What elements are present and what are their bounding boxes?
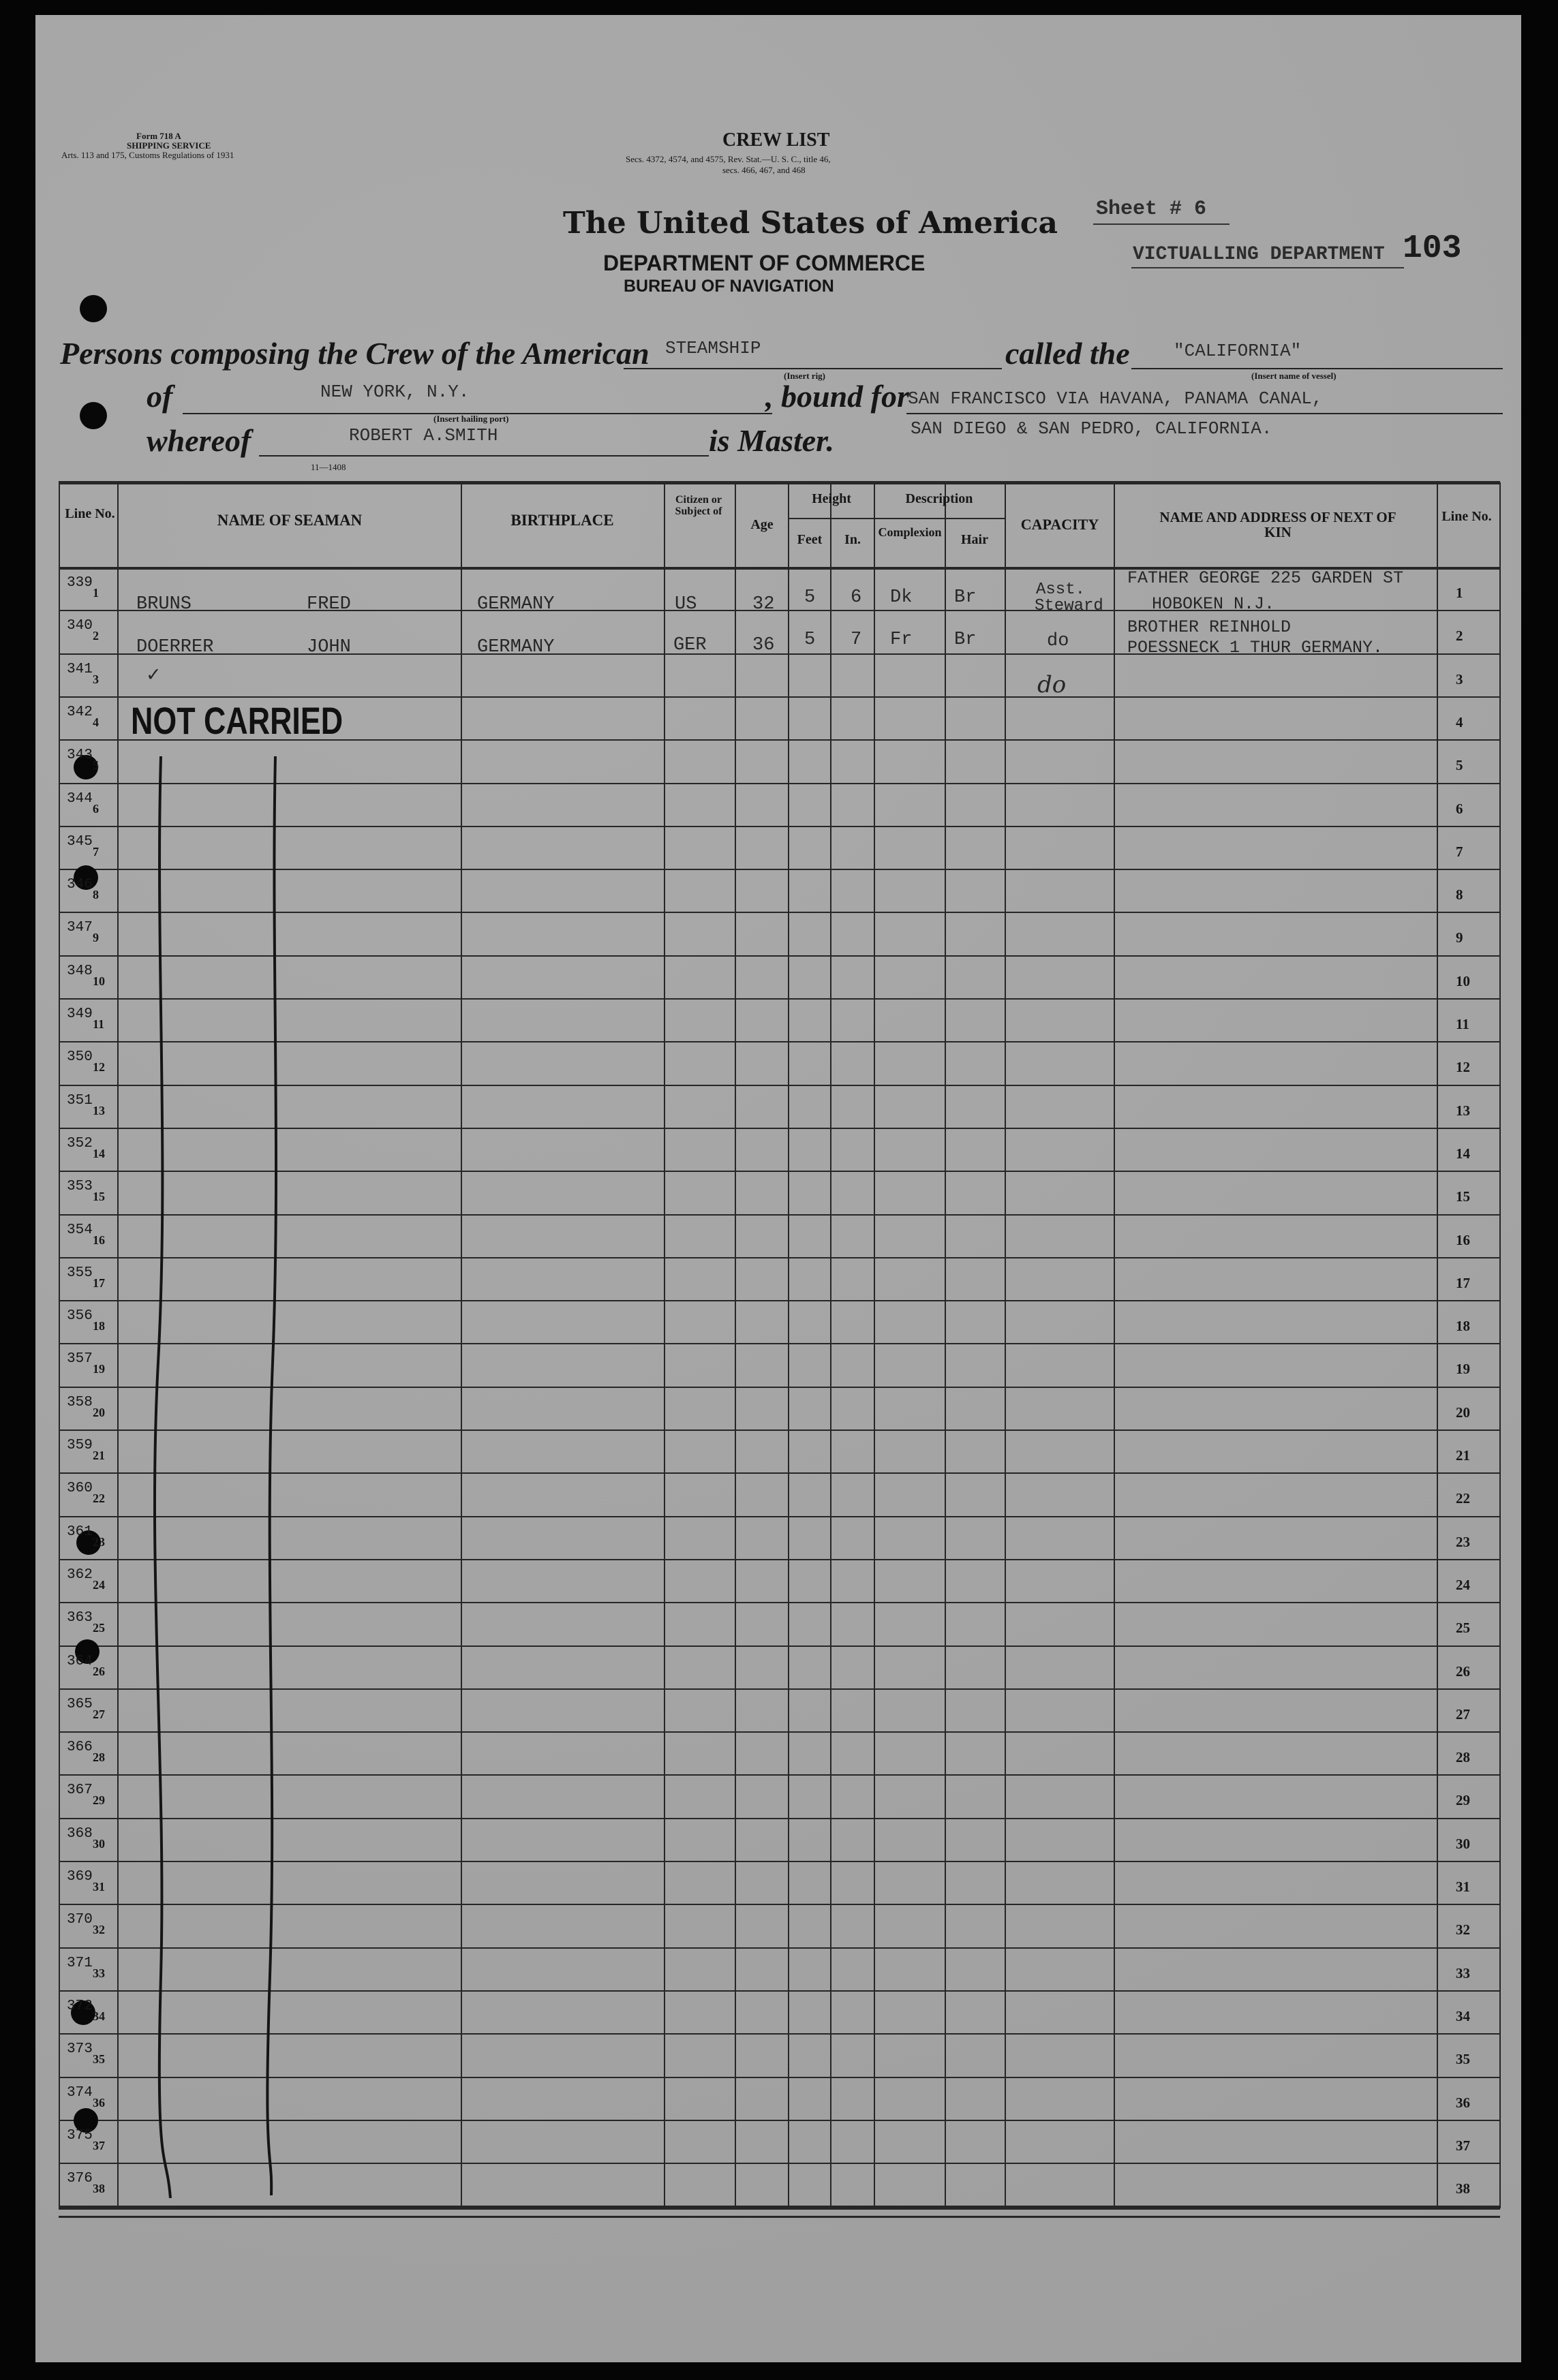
- port-caption: (Insert hailing port): [433, 414, 509, 424]
- ledger-line-number: 362: [67, 1566, 93, 1583]
- printed-line-number-right: 19: [1456, 1361, 1470, 1378]
- printed-line-number: 12: [93, 1060, 105, 1075]
- department-typed: VICTUALLING DEPARTMENT: [1133, 244, 1385, 265]
- persons-label: Persons composing the Crew of the American: [60, 336, 650, 371]
- seaman-2-surname: DOERRER: [136, 637, 214, 658]
- seaman-1-feet: 5: [804, 587, 816, 608]
- printed-line-number: 14: [93, 1146, 105, 1160]
- master-value: ROBERT A.SMITH: [349, 425, 498, 446]
- printed-line-number-right: 11: [1456, 1016, 1469, 1032]
- seaman-1-surname: BRUNS: [136, 594, 192, 615]
- printed-line-number: 24: [93, 1577, 105, 1592]
- seaman-1-complexion: Dk: [890, 587, 913, 608]
- header-complexion: Complexion: [878, 525, 942, 539]
- seaman-1-age: 32: [752, 594, 775, 615]
- country-heading: The United States of America: [563, 206, 1058, 241]
- seaman-1-inches: 6: [851, 587, 862, 608]
- ledger-line-number: 340: [67, 618, 93, 634]
- ledger-line-number: 356: [67, 1308, 93, 1325]
- printed-line-number-right: 29: [1456, 1792, 1470, 1809]
- printed-line-number: 15: [93, 1190, 105, 1204]
- vessel-caption: (Insert name of vessel): [1251, 371, 1336, 381]
- header-next-of-kin: NAME AND ADDRESS OF NEXT OF KIN: [1159, 509, 1396, 541]
- ledger-line-number: 376: [67, 2171, 93, 2187]
- printed-line-number-right: 5: [1456, 757, 1463, 774]
- printed-line-number-right: 38: [1456, 2180, 1470, 2197]
- seaman-1-hair: Br: [954, 587, 977, 608]
- destination-2: SAN DIEGO & SAN PEDRO, CALIFORNIA.: [911, 418, 1272, 439]
- seaman-2-complexion: Fr: [890, 630, 913, 650]
- ledger-line-number: 357: [67, 1351, 93, 1367]
- ledger-line-number: 363: [67, 1610, 93, 1626]
- printed-line-number: 30: [93, 1836, 105, 1851]
- bound-label: , bound for: [765, 379, 909, 414]
- printed-line-number: 7: [93, 844, 99, 859]
- seaman-1-capacity-1: Asst.: [1036, 581, 1086, 599]
- printed-line-number-right: 35: [1456, 2051, 1470, 2068]
- header-height: Height: [812, 491, 851, 506]
- printed-line-number-right: 4: [1456, 713, 1463, 730]
- ledger-line-number: 361: [67, 1524, 93, 1540]
- ledger-line-number: 370: [67, 1912, 93, 1928]
- printed-line-number-right: 20: [1456, 1404, 1470, 1421]
- crew-list-title: CREW LIST: [722, 129, 830, 151]
- printed-line-number: 8: [93, 888, 99, 902]
- printed-line-number: 4: [93, 715, 99, 729]
- ledger-line-number: 373: [67, 2041, 93, 2058]
- printed-line-number-right: 14: [1456, 1145, 1470, 1162]
- printed-line-number: 10: [93, 974, 105, 988]
- department-heading: DEPARTMENT OF COMMERCE: [603, 251, 926, 275]
- printed-line-number-right: 3: [1456, 670, 1463, 687]
- printed-line-number: 6: [93, 801, 99, 816]
- printed-line-number: 32: [93, 1923, 105, 1937]
- printed-line-number: 33: [93, 1966, 105, 1980]
- ledger-line-number: 360: [67, 1481, 93, 1497]
- printed-line-number-right: 25: [1456, 1620, 1470, 1637]
- of-label: of: [147, 379, 173, 414]
- printed-line-number-right: 27: [1456, 1705, 1470, 1722]
- ledger-line-number: 344: [67, 790, 93, 807]
- ledger-line-number: 352: [67, 1135, 93, 1152]
- row-3-capacity-ditto: do: [1037, 671, 1067, 698]
- seaman-2-capacity: do: [1047, 631, 1069, 651]
- printed-line-number-right: 23: [1456, 1533, 1470, 1550]
- ledger-line-number: 345: [67, 833, 93, 850]
- sheet-number: Sheet # 6: [1096, 198, 1207, 221]
- header-feet: Feet: [797, 532, 823, 547]
- printed-line-number-right: 31: [1456, 1879, 1470, 1895]
- page-number: 103: [1403, 230, 1462, 267]
- seaman-2-citizen: GER: [673, 635, 707, 655]
- strike-line-left: [155, 756, 170, 2198]
- printed-line-number: 3: [93, 672, 99, 686]
- header-description: Description: [905, 491, 973, 506]
- printed-line-number-right: 22: [1456, 1490, 1470, 1507]
- printed-line-number-right: 13: [1456, 1102, 1470, 1119]
- header-subdivision-rule: [788, 518, 1005, 519]
- ledger-line-number: 369: [67, 1869, 93, 1885]
- ledger-line-number: 354: [67, 1222, 93, 1238]
- seaman-1-kin-1: FATHER GEORGE 225 GARDEN ST: [1127, 568, 1404, 588]
- printed-line-number-right: 8: [1456, 886, 1463, 903]
- seaman-2-age: 36: [752, 635, 775, 655]
- printed-line-number: 16: [93, 1233, 105, 1247]
- seaman-2-birthplace: GERMANY: [477, 637, 555, 658]
- header-citizen: Citizen or Subject of: [675, 494, 722, 517]
- seaman-1-kin-2: HOBOKEN N.J.: [1152, 594, 1275, 614]
- ledger-line-number: 339: [67, 575, 93, 591]
- printed-line-number: 35: [93, 2052, 105, 2067]
- ledger-line-number: 343: [67, 747, 93, 764]
- printed-line-number: 23: [93, 1534, 105, 1549]
- printed-line-number: 13: [93, 1103, 105, 1117]
- row-3-checkmark: ✓: [146, 664, 162, 685]
- ledger-line-number: 348: [67, 963, 93, 979]
- ledger-line-number: 368: [67, 1825, 93, 1842]
- printed-line-number-right: 32: [1456, 1921, 1470, 1938]
- printed-line-number-right: 7: [1456, 843, 1463, 860]
- called-label: called the: [1005, 336, 1130, 371]
- vessel-value: "CALIFORNIA": [1174, 341, 1302, 361]
- printed-line-number: 18: [93, 1319, 105, 1333]
- printed-line-number-right: 24: [1456, 1576, 1470, 1593]
- ledger-line-number: 365: [67, 1696, 93, 1712]
- printed-line-number: 37: [93, 2138, 105, 2152]
- printed-line-number-right: 26: [1456, 1663, 1470, 1680]
- statutes-line-2: secs. 466, 467, and 468: [722, 165, 806, 175]
- ledger-line-number: 374: [67, 2084, 93, 2101]
- printed-line-number-right: 1: [1456, 585, 1463, 601]
- printed-line-number: 21: [93, 1449, 105, 1462]
- seaman-1-given: FRED: [307, 594, 351, 615]
- ledger-line-number: 353: [67, 1179, 93, 1195]
- form-number: Form 718 A: [136, 131, 181, 141]
- printed-line-number: 34: [93, 2009, 105, 2023]
- ledger-line-number: 349: [67, 1006, 93, 1022]
- master-label: is Master.: [709, 423, 835, 458]
- header-inches: In.: [844, 532, 861, 547]
- header-birthplace: BIRTHPLACE: [510, 512, 614, 529]
- printed-line-number: 5: [93, 758, 99, 773]
- ledger-line-number: 346: [67, 877, 93, 893]
- printed-line-number: 31: [93, 1880, 105, 1894]
- seaman-1-citizen: US: [675, 594, 697, 615]
- printed-line-number: 22: [93, 1492, 105, 1506]
- ledger-line-number: 367: [67, 1782, 93, 1799]
- ledger-line-number: 372: [67, 1998, 93, 2014]
- header-capacity: CAPACITY: [1020, 516, 1099, 533]
- ledger-line-number: 351: [67, 1092, 93, 1109]
- rig-value: STEAMSHIP: [665, 338, 761, 358]
- ledger-line-number: 364: [67, 1653, 93, 1669]
- printed-line-number-right: 36: [1456, 2094, 1470, 2111]
- ledger-line-number: 347: [67, 920, 93, 936]
- bureau-heading: BUREAU OF NAVIGATION: [624, 277, 834, 296]
- printed-line-number: 11: [93, 1017, 105, 1031]
- printed-line-number: 36: [93, 2095, 105, 2109]
- strike-line-right: [267, 756, 276, 2195]
- printed-line-number-right: 6: [1456, 800, 1463, 817]
- form-regulations: Arts. 113 and 175, Customs Regulations of 1931: [61, 150, 234, 160]
- statutes-line-1: Secs. 4372, 4574, and 4575, Rev. Stat.—U. S. C., title 46,: [626, 154, 831, 164]
- ledger-line-number: 371: [67, 1955, 93, 1971]
- seaman-1-capacity-2: Steward: [1035, 597, 1103, 615]
- printed-line-number-right: 34: [1456, 2007, 1470, 2024]
- destination-1: SAN FRANCISCO VIA HAVANA, PANAMA CANAL,: [908, 388, 1323, 409]
- header-line-no: Line No.: [65, 506, 115, 521]
- rig-caption: (Insert rig): [784, 371, 826, 381]
- ledger-line-number: 341: [67, 661, 93, 677]
- printed-line-number: 38: [93, 2182, 105, 2196]
- printed-line-number-right: 17: [1456, 1274, 1470, 1291]
- seaman-2-hair: Br: [954, 630, 977, 650]
- printed-line-number: 25: [93, 1621, 105, 1635]
- ledger-line-number: 350: [67, 1049, 93, 1066]
- printed-line-number: 17: [93, 1276, 105, 1290]
- ledger-line-number: 359: [67, 1438, 93, 1453]
- printed-line-number-right: 18: [1456, 1318, 1470, 1335]
- print-code: 11—1408: [311, 462, 346, 472]
- printed-line-number: 2: [93, 629, 99, 643]
- printed-line-number-right: 10: [1456, 972, 1470, 989]
- printed-line-number-right: 2: [1456, 628, 1463, 645]
- seaman-2-inches: 7: [851, 630, 862, 650]
- form-service: SHIPPING SERVICE: [127, 140, 211, 151]
- ledger-line-number: 342: [67, 704, 93, 720]
- printed-line-number-right: 15: [1456, 1188, 1470, 1205]
- printed-line-number: 9: [93, 931, 99, 945]
- header-hair: Hair: [961, 532, 988, 547]
- seaman-2-feet: 5: [804, 630, 816, 650]
- printed-line-number-right: 9: [1456, 929, 1463, 946]
- ledger-line-number: 358: [67, 1394, 93, 1410]
- printed-line-number-right: 28: [1456, 1749, 1470, 1766]
- seaman-2-given: JOHN: [307, 637, 351, 658]
- printed-line-number-right: 12: [1456, 1059, 1470, 1076]
- seaman-2-kin-1: BROTHER REINHOLD: [1127, 617, 1292, 637]
- header-name: NAME OF SEAMAN: [217, 512, 363, 529]
- seaman-1-birthplace: GERMANY: [477, 594, 555, 615]
- whereof-label: whereof: [147, 423, 251, 458]
- printed-line-number: 1: [93, 586, 99, 600]
- printed-line-number: 20: [93, 1405, 105, 1419]
- ledger-line-number: 355: [67, 1265, 93, 1281]
- not-carried-stamp: NOT CARRIED: [131, 699, 343, 742]
- port-value: NEW YORK, N.Y.: [320, 382, 470, 402]
- seaman-2-kin-2: POESSNECK 1 THUR GERMANY.: [1127, 638, 1384, 658]
- printed-line-number: 27: [93, 1707, 105, 1721]
- printed-line-number: 19: [93, 1362, 105, 1376]
- printed-line-number-right: 37: [1456, 2137, 1470, 2154]
- printed-line-number: 26: [93, 1664, 105, 1678]
- printed-line-number: 28: [93, 1750, 105, 1765]
- printed-line-number-right: 33: [1456, 1964, 1470, 1981]
- printed-line-number: 29: [93, 1793, 105, 1808]
- header-line-no-right: Line No.: [1441, 509, 1492, 524]
- printed-line-number-right: 16: [1456, 1231, 1470, 1248]
- header-age: Age: [750, 517, 774, 532]
- ledger-line-number: 375: [67, 2127, 93, 2144]
- ledger-line-number: 366: [67, 1740, 93, 1756]
- printed-line-number-right: 21: [1456, 1447, 1470, 1464]
- printed-line-number-right: 30: [1456, 1835, 1470, 1852]
